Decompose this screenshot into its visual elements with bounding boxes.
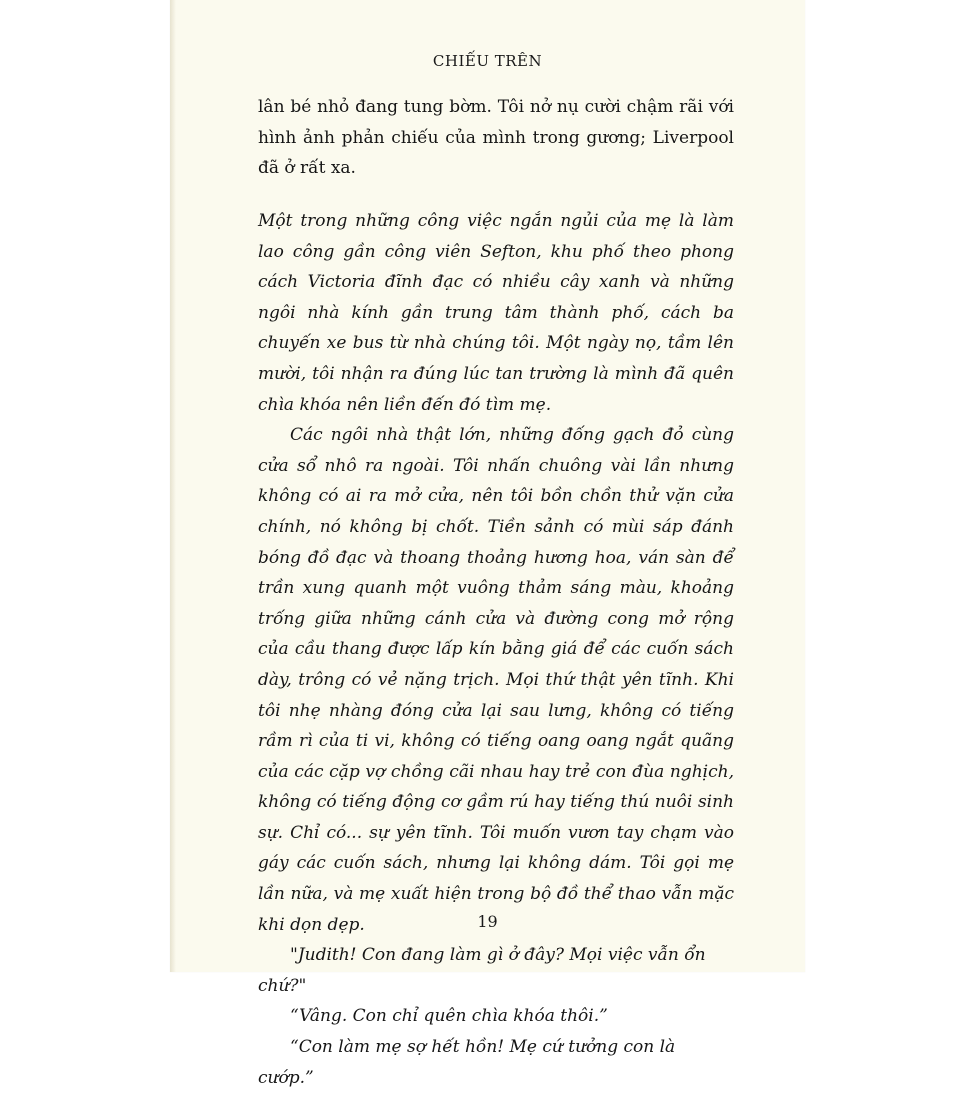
page-number: 19 xyxy=(477,912,498,931)
dialogue-line-3: “Con làm mẹ sợ hết hồn! Mẹ cứ tưởng con là cướp.” xyxy=(258,1037,676,1088)
italic-text-block xyxy=(258,206,734,1093)
opening-paragraph: lân bé nhỏ đang tung bờm. Tôi nở nụ cười chậm rãi với hình ảnh phản chiếu của mình trong gương; Liverpool đã ở rất xa. xyxy=(258,97,734,179)
italic-paragraph-2: Các ngôi nhà thật lớn, những đống gạch đỏ cùng cửa sổ nhô ra ngoài. Tôi nhấn chuông vài lần nhưng không có ai ra mở cửa, nên tôi bồn chồn thử vặn cửa chính, nó không bị chốt. Tiền sảnh có mùi sáp đánh bóng đồ đạc và thoang thoảng hương hoa, ván sàn để trần xung quanh một vuông thảm sáng màu, khoảng trống giữa những cánh cửa và đường cong mở rộng của cầu thang được lấp kín bằng giá để các cuốn sách dày, trông có vẻ nặng trịch. Mọi thứ thật yên tĩnh. Khi tôi nhẹ nhàng đóng cửa lại sau lưng, không có tiếng rầm rì của ti vi, không có tiếng oang oang ngắt quãng của các cặp vợ chồng cãi nhau hay trẻ con đùa nghịch, không có tiếng động cơ gầm rú hay tiếng thú nuôi sinh sự. Chỉ có... sự yên tĩnh. Tôi muốn vươn tay chạm vào gáy các cuốn sách, nhưng lại không dám. Tôi gọi mẹ lần nữa, và mẹ xuất hiện trong bộ đồ thể thao vẫn mặc khi dọn dẹp. xyxy=(258,425,734,935)
page-gutter-shadow xyxy=(170,0,176,972)
dialogue-block xyxy=(258,940,734,1093)
running-header: CHIẾU TRÊN xyxy=(432,52,543,70)
italic-paragraph-1: Một trong những công việc ngắn ngủi của mẹ là làm lao công gần công viên Sefton, khu phố theo phong cách Victoria đĩnh đạc có nhiều cây xanh và những ngôi nhà kính gần trung tâm thành phố, cách ba chuyến xe bus từ nhà chúng tôi. Một ngày nọ, tầm lên mười, tôi nhận ra đúng lúc tan trường là mình đã quên chìa khóa nên liền đến đó tìm mẹ. xyxy=(258,211,734,415)
dialogue-line-1: "Judith! Con đang làm gì ở đây? Mọi việc vẫn ổn chứ?" xyxy=(258,945,706,996)
dialogue-line-2: “Vâng. Con chỉ quên chìa khóa thôi.” xyxy=(290,1006,608,1027)
opening-text-block xyxy=(258,92,734,184)
book-page xyxy=(170,0,805,1088)
